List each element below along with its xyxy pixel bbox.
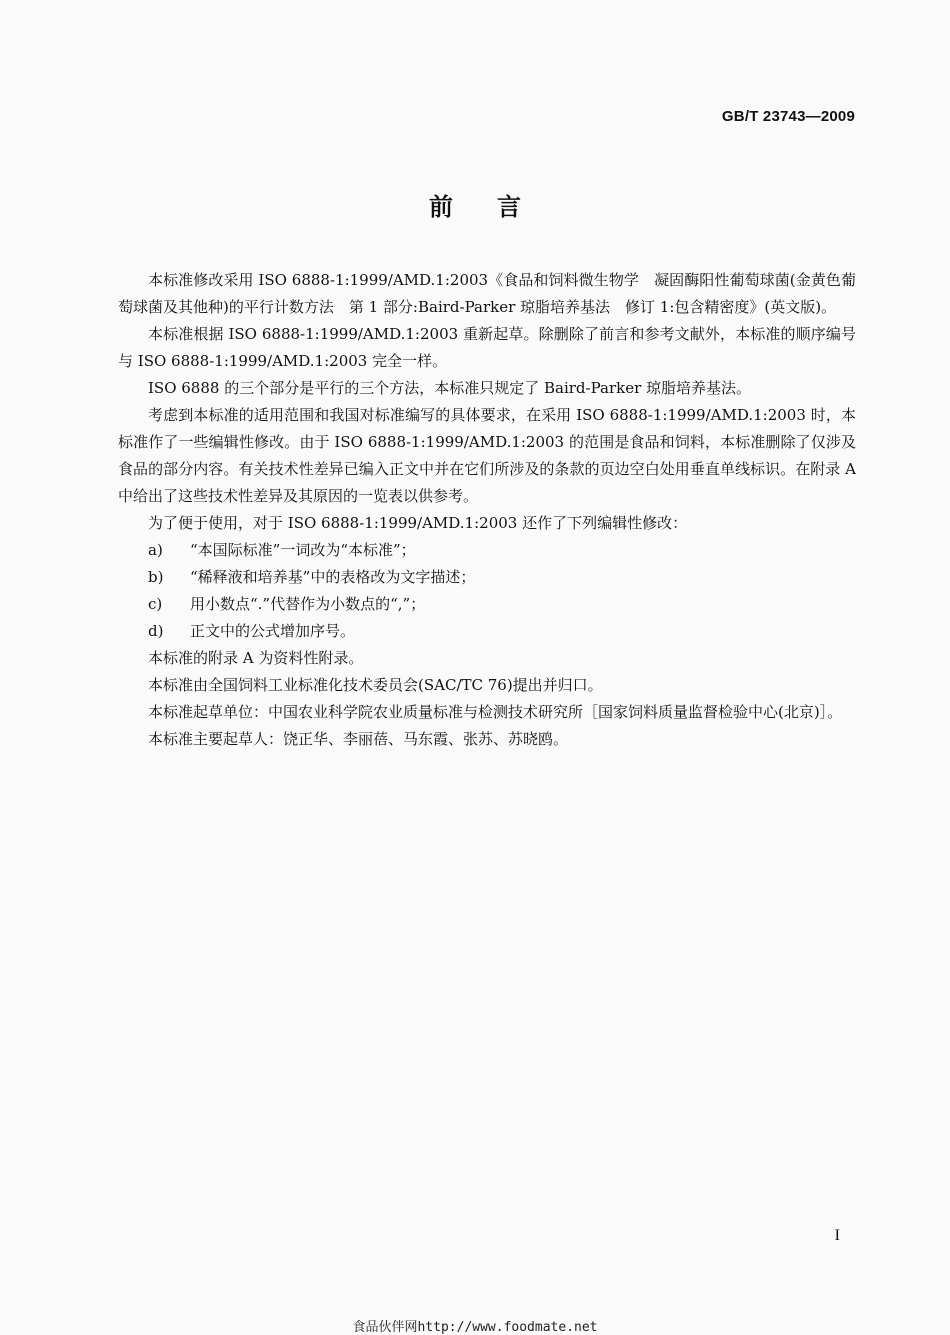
list-item-text: 用小数点“.”代替作为小数点的“,”；	[190, 595, 426, 613]
paragraph: 为了便于使用，对于 ISO 6888-1:1999/AMD.1:2003 还作了下列编辑性修改：	[148, 514, 688, 532]
paragraph: ISO 6888 的三个部分是平行的三个方法，本标准只规定了 Baird-Parker 琼脂培养基法。	[148, 379, 752, 397]
list-item	[118, 618, 856, 645]
list-item	[118, 591, 856, 618]
list-item-text: “本国际标准”一词改为“本标准”；	[190, 541, 416, 559]
list-item-label: c)	[148, 595, 163, 613]
foreword-body	[118, 267, 856, 753]
paragraph: 本标准根据 ISO 6888-1:1999/AMD.1:2003 重新起草。除删除了前言和参考文献外，本标准的顺序编号与 ISO 6888-1:1999/AMD.1:2003 完全一样。	[118, 325, 856, 370]
list-item-text: “稀释液和培养基”中的表格改为文字描述；	[190, 568, 476, 586]
paragraph: 本标准主要起草人：饶正华、李丽蓓、马东霞、张苏、苏晓鸥。	[148, 730, 569, 748]
list-item-label: d)	[148, 622, 164, 640]
page-title: 前言	[429, 193, 565, 221]
list-item	[118, 564, 856, 591]
page-number: I	[834, 1227, 840, 1244]
watermark-text: 食品伙伴网http://www.foodmate.net	[352, 1320, 598, 1335]
paragraph: 本标准由全国饲料工业标准化技术委员会(SAC/TC 76)提出并归口。	[148, 676, 603, 694]
paragraph: 考虑到本标准的适用范围和我国对标准编写的具体要求，在采用 ISO 6888-1:1999/AMD.1:2003 时，本标准作了一些编辑性修改。由于 ISO 6888-1:1999/AMD.1:2003 的范围是食品和饲料，本标准删除了仅涉及食品的部分内容。有关技术性差异已编入正文中并在它们所涉及的条款的页边空白处用垂直单线标识。在附录 A 中给出了这些技术性差异及其原因的一览表以供参考。	[118, 406, 856, 505]
list-item-label: a)	[148, 541, 163, 559]
paragraph: 本标准的附录 A 为资料性附录。	[148, 649, 364, 667]
list-item-text: 正文中的公式增加序号。	[190, 622, 356, 640]
standard-code: GB/T 23743—2009	[721, 108, 855, 125]
paragraph: 本标准起草单位：中国农业科学院农业质量标准与检测技术研究所［国家饲料质量监督检验中心(北京)］。	[148, 703, 843, 721]
paragraph: 本标准修改采用 ISO 6888-1:1999/AMD.1:2003《食品和饲料微生物学 凝固酶阳性葡萄球菌(金黄色葡萄球菌及其他种)的平行计数方法 第 1 部分:Baird-Parker 琼脂培养基法 修订 1:包含精密度》(英文版)。	[118, 271, 856, 316]
list-item	[118, 537, 856, 564]
list-item-label: b)	[148, 568, 164, 586]
